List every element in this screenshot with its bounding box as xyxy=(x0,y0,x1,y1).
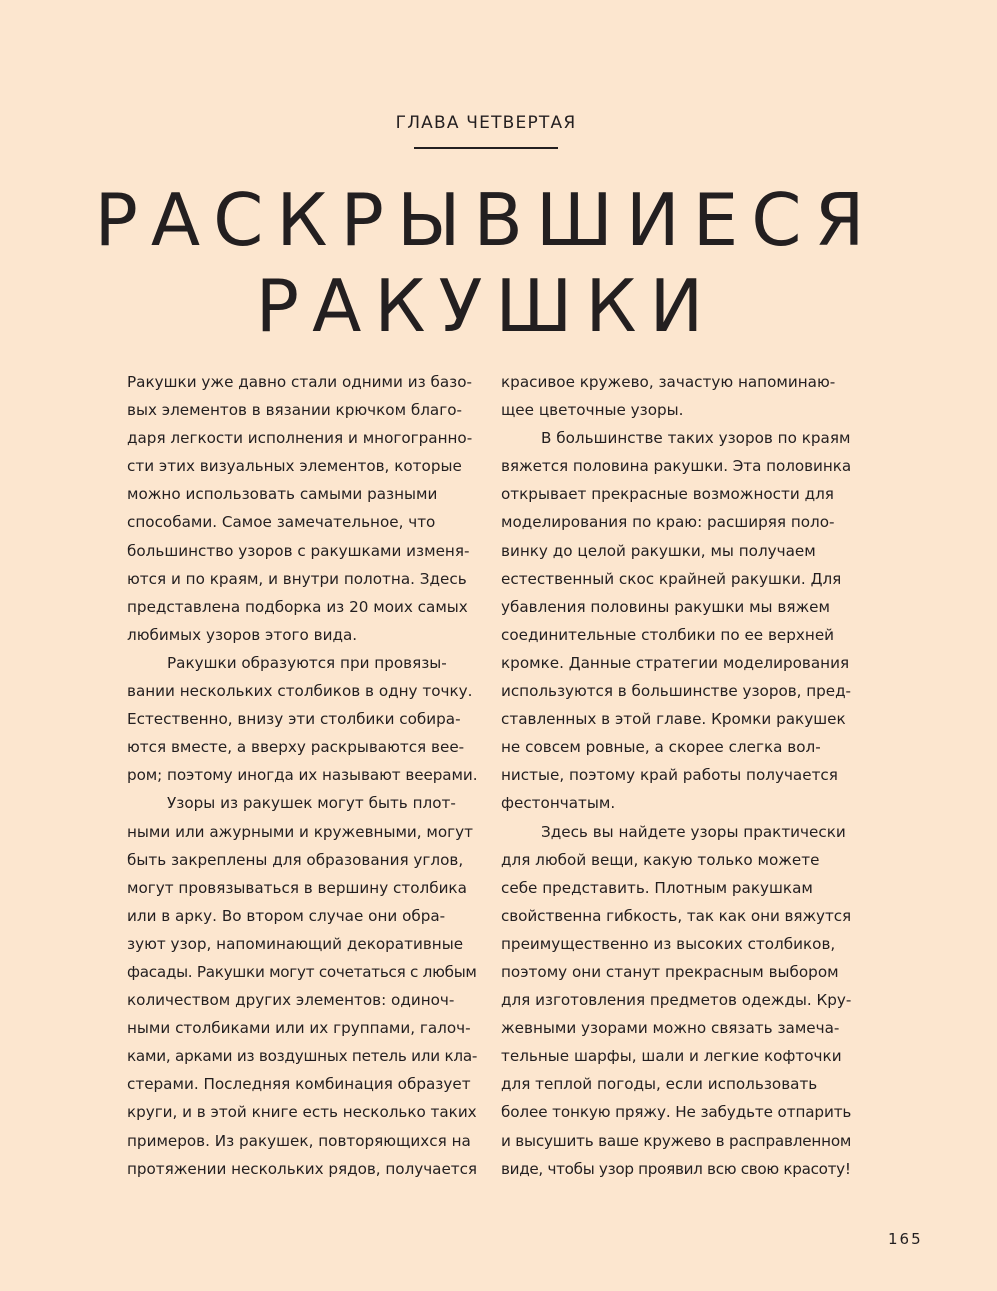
text-line: преимущественно из высоких столбиков, xyxy=(501,934,836,953)
text-line: тельные шарфы, шали и легкие кофточки xyxy=(501,1047,842,1066)
page-title-line-1: РАСКРЫВШИЕСЯ xyxy=(94,178,878,262)
text-line: вании нескольких столбиков в одну точку. xyxy=(127,682,473,701)
text-line: моделирования по краю: расширяя поло- xyxy=(501,513,835,532)
text-line: большинство узоров с ракушками изменя- xyxy=(127,541,470,560)
text-line: вяжется половина ракушки. Эта половинка xyxy=(501,457,852,476)
text-line: Здесь вы найдете узоры практически xyxy=(541,822,846,841)
text-line: Ракушки образуются при провязы- xyxy=(167,653,447,672)
text-line: быть закреплены для образования углов, xyxy=(127,850,464,869)
text-line: ются и по краям, и внутри полотна. Здесь xyxy=(127,569,467,588)
text-line: примеров. Из ракушек, повторяющихся на xyxy=(127,1131,471,1150)
text-line: для теплой погоды, если использовать xyxy=(501,1075,818,1094)
text-line: более тонкую пряжу. Не забудьте отпарить xyxy=(501,1103,852,1122)
text-line: фасады. Ракушки могут сочетаться с любым xyxy=(127,962,477,981)
text-line: ставленных в этой главе. Кромки ракушек xyxy=(501,710,846,729)
text-line: сти этих визуальных элементов, которые xyxy=(127,457,462,476)
text-line: поэтому они станут прекрасным выбором xyxy=(501,962,839,981)
text-line: нистые, поэтому край работы получается xyxy=(501,766,838,785)
text-line: открывает прекрасные возможности для xyxy=(501,485,834,504)
text-line: соединительные столбики по ее верхней xyxy=(501,625,835,644)
chapter-divider xyxy=(414,147,558,149)
text-line: любимых узоров этого вида. xyxy=(127,625,358,644)
text-line: Естественно, внизу эти столбики собира- xyxy=(127,710,461,729)
text-line: даря легкости исполнения и многогранно- xyxy=(127,429,473,448)
text-line: свойственна гибкость, так как они вяжутся xyxy=(501,906,852,925)
text-line: или в арку. Во втором случае они обра- xyxy=(127,906,446,925)
text-line: способами. Самое замечательное, что xyxy=(127,513,436,532)
text-line: и высушить ваше кружево в расправленном xyxy=(501,1131,852,1150)
text-line: могут провязываться в вершину столбика xyxy=(127,878,467,897)
text-line: красивое кружево, зачастую напоминаю- xyxy=(501,373,836,391)
text-line: не совсем ровные, а скорее слегка вол- xyxy=(501,738,821,757)
text-line: круги, и в этой книге есть несколько таких xyxy=(127,1103,477,1122)
text-line: винку до целой ракушки, мы получаем xyxy=(501,541,816,560)
text-line: жевными узорами можно связать замеча- xyxy=(501,1019,840,1038)
text-line: ром; поэтому иногда их называют веерами. xyxy=(127,766,478,785)
text-line: щее цветочные узоры. xyxy=(501,401,684,420)
text-line: ками, арками из воздушных петель или кла- xyxy=(127,1047,478,1066)
text-line: можно использовать самыми разными xyxy=(127,485,438,504)
page-title-line-2: РАКУШКИ xyxy=(255,264,717,348)
right-text-column xyxy=(501,368,851,1183)
text-line: стерами. Последняя комбинация образует xyxy=(127,1075,471,1094)
text-line: ются вместе, а вверху раскрываются вее- xyxy=(127,738,465,757)
text-line: виде, чтобы узор проявил всю свою красоту! xyxy=(501,1159,851,1178)
text-line: протяжении нескольких рядов, получается xyxy=(127,1159,478,1178)
chapter-label: ГЛАВА ЧЕТВЕРТАЯ xyxy=(395,113,577,133)
text-line: Узоры из ракушек могут быть плот- xyxy=(167,794,456,813)
text-line: зуют узор, напоминающий декоративные xyxy=(127,934,464,953)
left-text-column xyxy=(127,368,477,1183)
text-line: вых элементов в вязании крючком благо- xyxy=(127,401,462,420)
text-line: для изготовления предметов одежды. Кру- xyxy=(501,991,852,1010)
text-line: естественный скос крайней ракушки. Для xyxy=(501,569,842,588)
text-line: фестончатым. xyxy=(501,794,616,813)
text-line: для любой вещи, какую только можете xyxy=(501,850,820,869)
text-line: используются в большинстве узоров, пред- xyxy=(501,682,852,701)
text-line: количеством других элементов: одиноч- xyxy=(127,991,455,1010)
text-line: убавления половины ракушки мы вяжем xyxy=(501,597,830,616)
text-line: себе представить. Плотным ракушкам xyxy=(501,878,813,897)
text-line: ными столбиками или их группами, галоч- xyxy=(127,1019,471,1038)
text-line: В большинстве таких узоров по краям xyxy=(541,429,851,448)
text-line: кромке. Данные стратегии моделирования xyxy=(501,653,850,672)
page-number: 165 xyxy=(888,1230,923,1248)
text-line: ными или ажурными и кружевными, могут xyxy=(127,822,473,841)
text-line: Ракушки уже давно стали одними из базо- xyxy=(127,373,472,391)
text-line: представлена подборка из 20 моих самых xyxy=(127,597,468,616)
